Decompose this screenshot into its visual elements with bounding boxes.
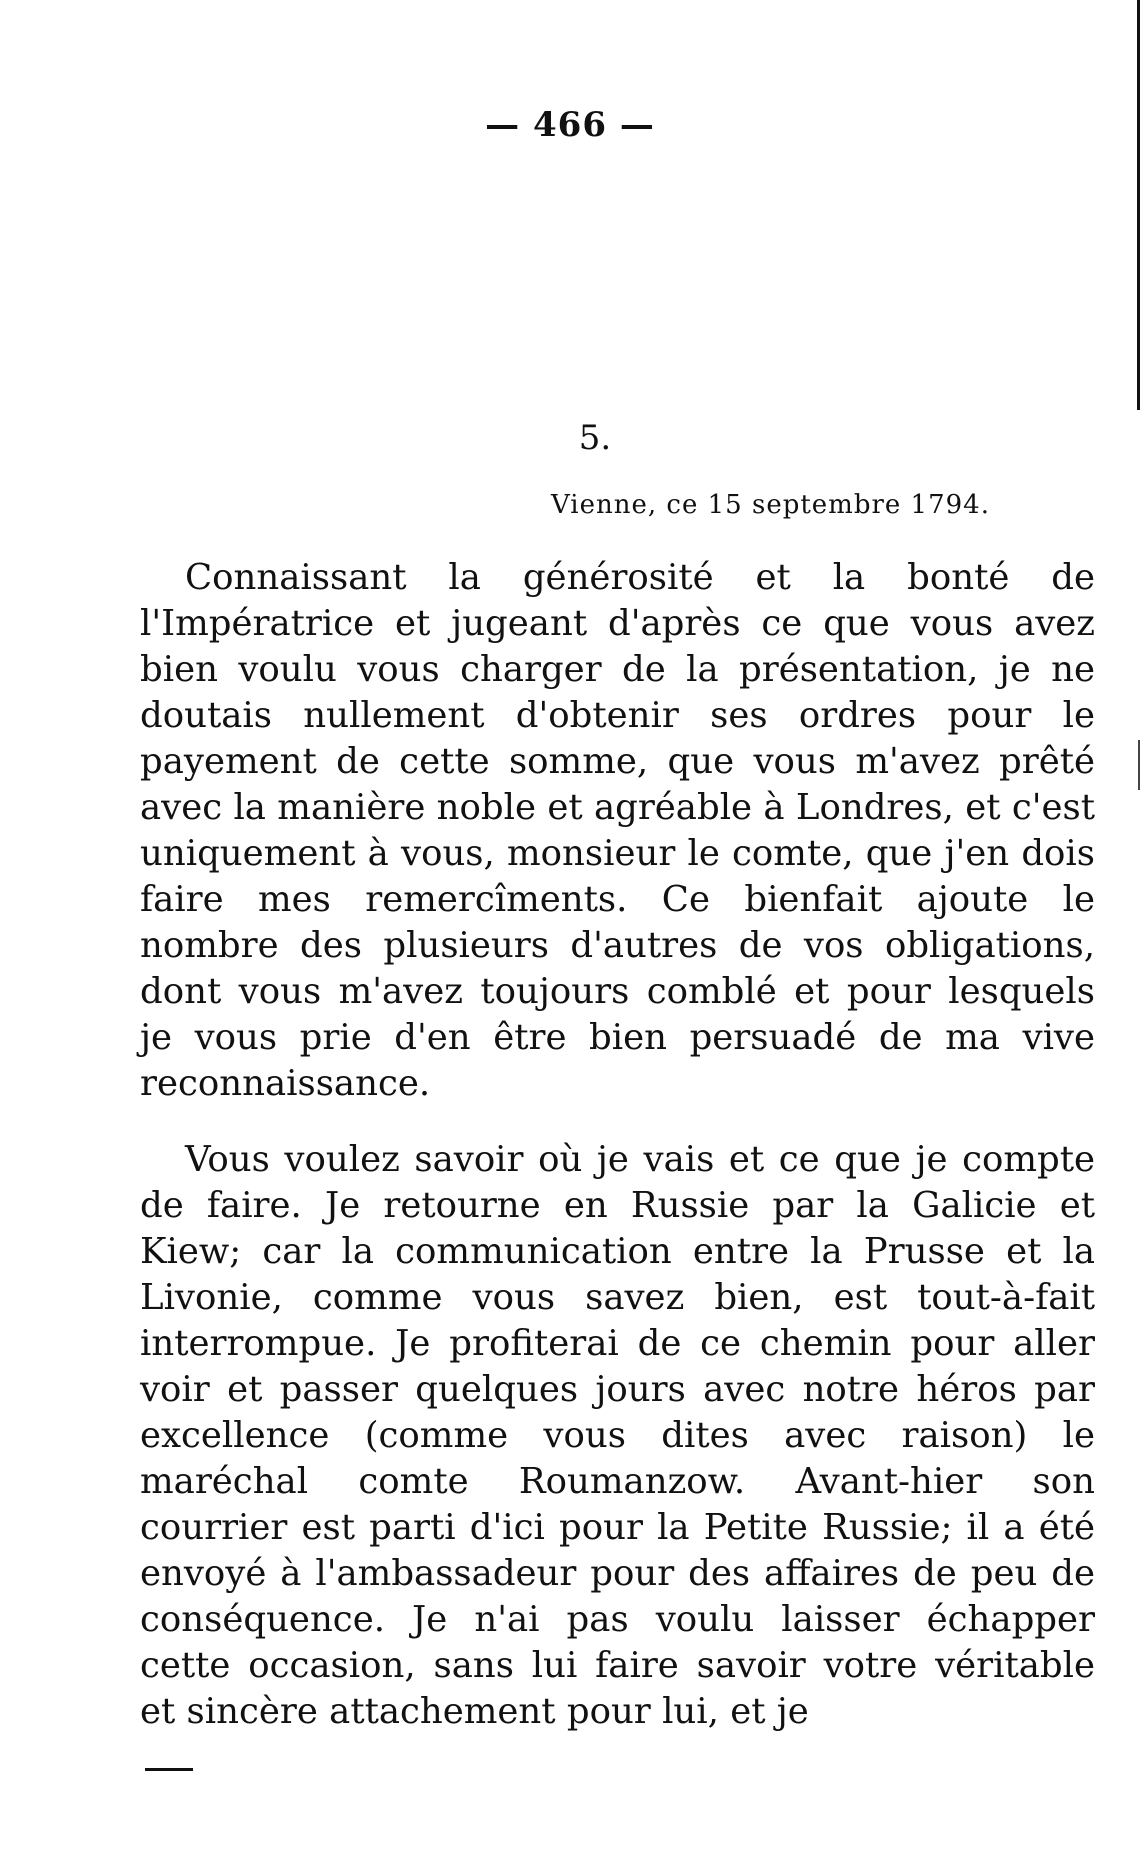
paragraph-2: Vous voulez savoir où je vais et ce que je compte de faire. Je retourne en Russie par la Galicie et Kiew; car la communication entre la Prusse et la Livonie, comme vous savez bien, est tout-à-fait interrompue. Je profiterai de ce chemin pour aller voir et passer quelques jours avec notre héros par excellence (comme vous dites avec raison) le maréchal comte Roumanzow. Avant-hier son courrier est parti d'ici pour la Petite Russie; il a été envoyé à l'ambassadeur pour des affaires de peu de conséquence. Je n'ai pas voulu laisser échapper cette occasion, sans lui faire savoir votre véritable et sincère attachement pour lui, et je xyxy=(140,1139,1095,1732)
letter-number: 5. xyxy=(578,418,612,458)
paragraph-1: Connaissant la générosité et la bonté de l'Impératrice et jugeant d'après ce que vous avez bien voulu vous charger de la présentation, je ne doutais nullement d'obtenir ses ordres pour le payement de cette somme, que vous m'avez prêté avec la manière noble et agréable à Londres, et c'est uniquement à vous, monsieur le comte, que j'en dois faire mes remercîments. Ce bienfait ajoute le nombre des plusieurs d'autres de vos obligations, dont vous m'avez toujours comblé et pour lesquels je vous prie d'en être bien persuadé de ma vive reconnaissance. xyxy=(140,557,1095,1104)
page-number: — 466 — xyxy=(485,105,655,145)
footer-rule xyxy=(145,1768,193,1771)
letter-dateline: Vienne, ce 15 septembre 1794. xyxy=(550,490,990,520)
letter-body xyxy=(140,555,1095,1735)
